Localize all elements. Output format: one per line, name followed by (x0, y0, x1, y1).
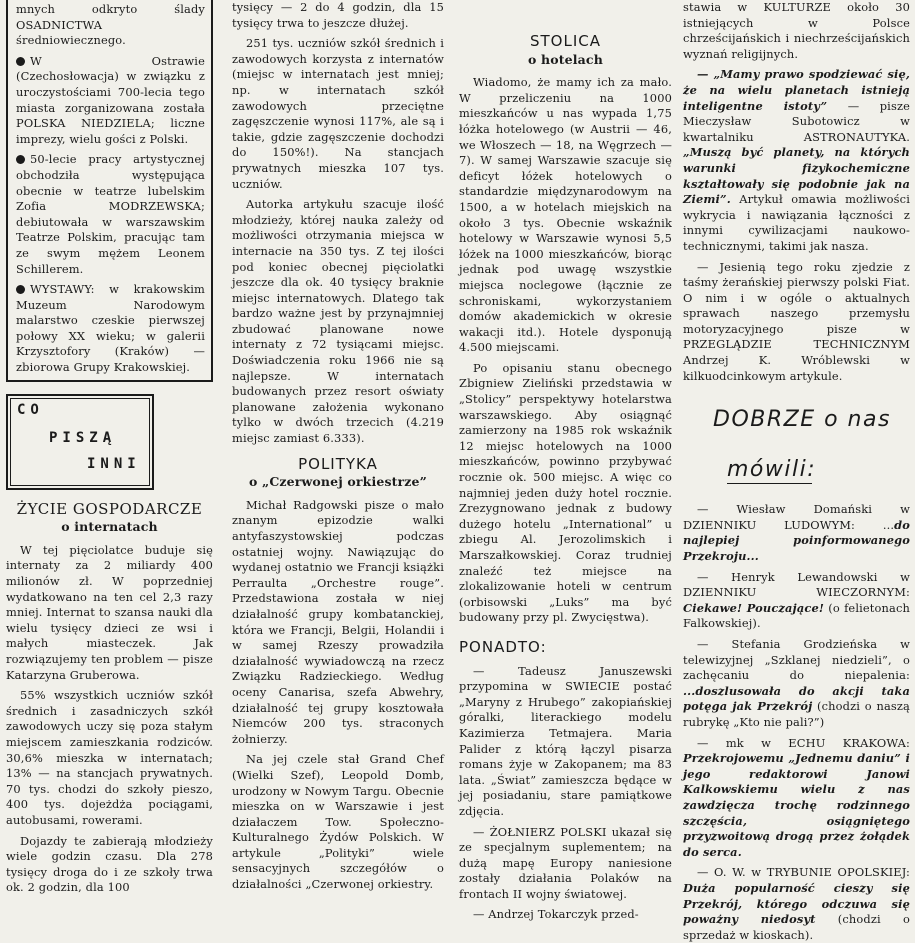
bullet-icon (16, 57, 25, 66)
logo-word-inni: INNI (87, 455, 141, 472)
paragraph: Na jej czele stał Grand Chef (Wielki Szef), Leopold Domb, urodzony w Nowym Targu. Obecnie mieszka on w Warszawie i jest działaczem Tow. Społeczno-Kulturalnego Żydów Polskich. W artykule „Polityki” wiele sensacyjnych szczegółów o działalności „Czerwonej orkiestry. (232, 752, 444, 892)
subheading-hotele: o hotelach (528, 51, 603, 67)
paragraph: Michał Radgowski pisze o mało znanym epizodzie walki antyfaszystowskiej podczas ostatniej wojny. Nawiązując do wydanej ostatnio we Francji książki Perraulta „Orchestre rouge”. Przedstawiona została w niej działalność grupy kombatanckiej, która we Francji, Belgii, Holandii i w samej Rzeszy prowadziła działalność wywiadowczą na rzecz Związku Radzieckiego. Według oceny Canarisa, szefa Abwehry, działalność tej grupy kosztowała Niemców 200 tys. straconych żołnierzy. (232, 497, 444, 746)
quote-grodzienska: — Stefania Grodzieńska w telewizyjnej „Szklanej niedzieli”, o zachęcaniu do niepalenia: ...doszlusowała do akcji taka potęga jak Przekrój (chodzi o naszą rubrykę „Kto nie pali?”) (683, 637, 910, 729)
column-2 (232, 0, 444, 893)
quote-trybuna-opolska: — O. W. w TRYBUNIE OPOLSKIEJ: Duża popularność cieszy się Przekrój, którego odczuwa się poważny niedosyt (chodzi o sprzedaż w kioskach). (683, 865, 910, 942)
paragraph: — Tadeusz Januszewski przypomina w SWIECIE postać „Maryny z Hrubego” zakopiańskiej góralki, literackiego modelu Kazimierza Tetmajera. Maria Palider z którą łączyl pisarza romans żyje w Zakopanem; ma 83 lata. „Świat” zamieszcza będące w jej posiadaniu, stare pamiątkowe zdjęcia. (459, 663, 672, 818)
paragraph: Po opisaniu stanu obecnego Zbigniew Zieliński przedstawia w „Stolicy” perspektywy hotelarstwa warszawskiego. Aby osiągnąć zamierzony na 1985 rok wskaźnik 12 miejsc hotelowych na 1000 mieszkańców, powinno przybywać rocznie ok. 500 miejsc. A więc co najmniej jeden duży hotel rocznie. Zrezygnowano jednak z budowy dużego hotelu „International” u zbiegu Al. Jerozolimskich i Marszałkowskiej. Coraz trudniej znaleźć też miejsce na zlokalizowanie hoteli w centrum (orbisowski „Luks” ma być budowany przy pl. Zwycięstwa). (459, 360, 672, 625)
paragraph: Autorka artykułu szacuje ilość młodzieży, której nauka zależy od możliwości otrzymania miejsca w internacie na 350 tys. Z tej ilości pod koniec obecnej pięciolatki jeszcze dla ok. 40 tysięcy braknie miejsc internatowych. Dlatego tak bardzo ważne jest by przynajmniej zbudować planowane nowe internaty z 72 tysiącami miejsc. Doświadczenia roku 1966 nie są najlepsze. W internatach budowanych przez resort oświaty planowane założenia wykonano tylko w dwóch trzecich (4.219 miejsc zamiast 6.333). (232, 197, 444, 446)
column-4 (683, 0, 910, 943)
column-3 (459, 0, 672, 923)
news-item-modrzewska: 50-lecie pracy artystycznej obchodziła występująca obecnie w teatrze lubelskim Zofia MODRZEWSKA; debiutowała w warszawskim Teatrze Polskim, pracując tam ze swym mężem Leonem Schillerem. (16, 152, 205, 276)
paragraph: 55% wszystkich uczniów szkół średnich i zasadniczych szkół zawodowych uczy się poza stałym miejscem zamieszkania rodziców. 30,6% mieszka w internatach; 13% — na stancjach prywatnych. 70 tys. chodzi do szkoły pieszo, 400 tys. dojeżdża pociągami, autobusami, rowerami. (6, 688, 213, 827)
paragraph: stawia w KULTURZE około 30 istniejących w Polsce chrześcijańskich i niechrześcijańskich wyznań religijnych. (683, 0, 910, 61)
paragraph: W tej pięciolatce buduje się internaty za 2 miliardy 400 milionów zł. W poprzedniej wydatkowano na ten cel 2,3 razy mniej. Internat to szansa nauki dla wielu tysięcy dzieci ze wsi i małych miasteczek. Jak rozwiązujemy ten problem — pisze Katarzyna Gruberowa. (6, 542, 213, 682)
paragraph-astronautyka: — „Mamy prawo spodziewać się, że na wielu planetach istnieją inteligentne istoty” — pisze Mieczysław Subotowicz w kwartalniku ASTRONAUTYKA. „Muszą być planety, na których warunki fizykochemiczne kształtowały się podobnie jak na Ziemi”. Artykuł omawia możliwości wykrycia i nawiązania łączności z innymi cywilizacjami naukowo-technicznymi, takimi jak nasza. (683, 67, 910, 253)
section-heading-stolica: STOLICA (529, 32, 601, 50)
co-pisza-inni-logo (6, 394, 154, 490)
subheading-internaty: o internatach (61, 519, 158, 535)
quote-domanski: — Wiesław Domański w DZIENNIKU LUDOWYM: ...do najlepiej poinformowanego Przekroju... (683, 502, 910, 564)
logo-word-co: CO (17, 401, 44, 418)
news-item-wystawy: WYSTAWY: w krakowskim Muzeum Narodowym malarstwo czeskie pierwszej połowy XX wieku; w galerii Krzysztofory (Kraków) — zbiorowa Grupy Krakowskiej. (16, 282, 205, 375)
paragraph: Wiadomo, że mamy ich za mało. W przeliczeniu na 1000 mieszkańców u nas wypada 1,75 łóżka hotelowego (w Austrii — 46, we Włoszech — 18, na Węgrzech — 7). W samej Warszawie szacuje się deficyt łóżek hotelowych o standardzie międzynarodowym na 1500, a w hotelach miejskich na około 3 tys. Obecnie wskaźnik hotelowy w Warszawie wynosi 5,5 łóżek na 1000 mieszkańców, biorąc jednak pod uwagę wszystkie miejsca noclegowe (łącznie ze schroniskami, wykorzystaniem domów akademickich w okresie wakacji itd.). Hotele dysponują 4.500 miejscami. (459, 75, 672, 355)
paragraph: Dojazdy te zabierają młodzieży wiele godzin czasu. Dla 278 tysięcy droga do i ze szkoły trwa ok. 2 godzin, dla 100 (6, 833, 213, 895)
handwritten-heading-line2: mówili: (727, 457, 817, 483)
paragraph: 251 tys. uczniów szkół średnich i zawodowych korzysta z internatów (miejsc w internatach jest mniej; np. w internatach szkół zawodowych przeciętne zagęszczenie wynosi 117%, ale są i takie, gdzie zagęszczenie dochodzi do 150%!). Na stancjach prywatnych mieszka 107 tys. uczniów. (232, 36, 444, 191)
paragraph: — ŻOŁNIERZ POLSKI ukazał się ze specjalnym suplementem; na dużą mapę Europy naniesione zostały działania Polaków na frontach II wojny światowej. (459, 824, 672, 901)
section-heading-ponadto: PONADTO: (459, 637, 547, 656)
handwritten-heading-line1: DOBRZE o nas (713, 407, 891, 433)
bullet-icon (16, 155, 25, 164)
quote-lewandowski: — Henryk Lewandowski w DZIENNIKU WIECZORNYM: Ciekawe! Pouczające! (o felietonach Falkowskiej). (683, 569, 910, 631)
paragraph: — Jesienią tego roku zjedzie z taśmy żerańskiej pierwszy polski Fiat. O nim i w ogóle o aktualnych sprawach naszego przemysłu motoryzacyjnego pisze w PRZEGLĄDZIE TECHNICZNYM Andrzej K. Wróblewski w kilkuodcinkowym artykule. (683, 259, 910, 383)
paragraph: tysięcy — 2 do 4 godzin, dla 15 tysięcy trwa to jeszcze dłużej. (232, 0, 444, 30)
news-item-ostrawa: W Ostrawie (Czechosłowacja) w związku z uroczystościami 700-lecia tego miasta zorganizowana została POLSKA NIEDZIELA; liczne imprezy, wielu gości z Polski. (16, 53, 205, 146)
news-box (6, 0, 213, 382)
section-heading-zycie: ŻYCIE GOSPODARCZE (16, 499, 203, 518)
subheading-orkiestra: o „Czerwonej orkiestrze” (248, 474, 427, 490)
section-heading-polityka: POLITYKA (298, 454, 378, 473)
quote-echo-krakowa: — mk w ECHU KRAKOWA: Przekrojowemu „Jednemu daniu” i jego redaktorowi Janowi Kalkowskiemu wielu z nas zawdzięcza trochę rodzinnego szczęścia, osiągniętego przyzwoitową drogą przez żołądek do serca. (683, 735, 910, 859)
news-lead: mnych odkryto ślady OSADNICTWA średniowiecznego. (16, 2, 205, 48)
logo-word-pisza: PISZĄ (49, 429, 117, 446)
column-1 (6, 0, 213, 896)
bullet-icon (16, 285, 25, 294)
paragraph: — Andrzej Tokarczyk przed- (473, 907, 639, 922)
